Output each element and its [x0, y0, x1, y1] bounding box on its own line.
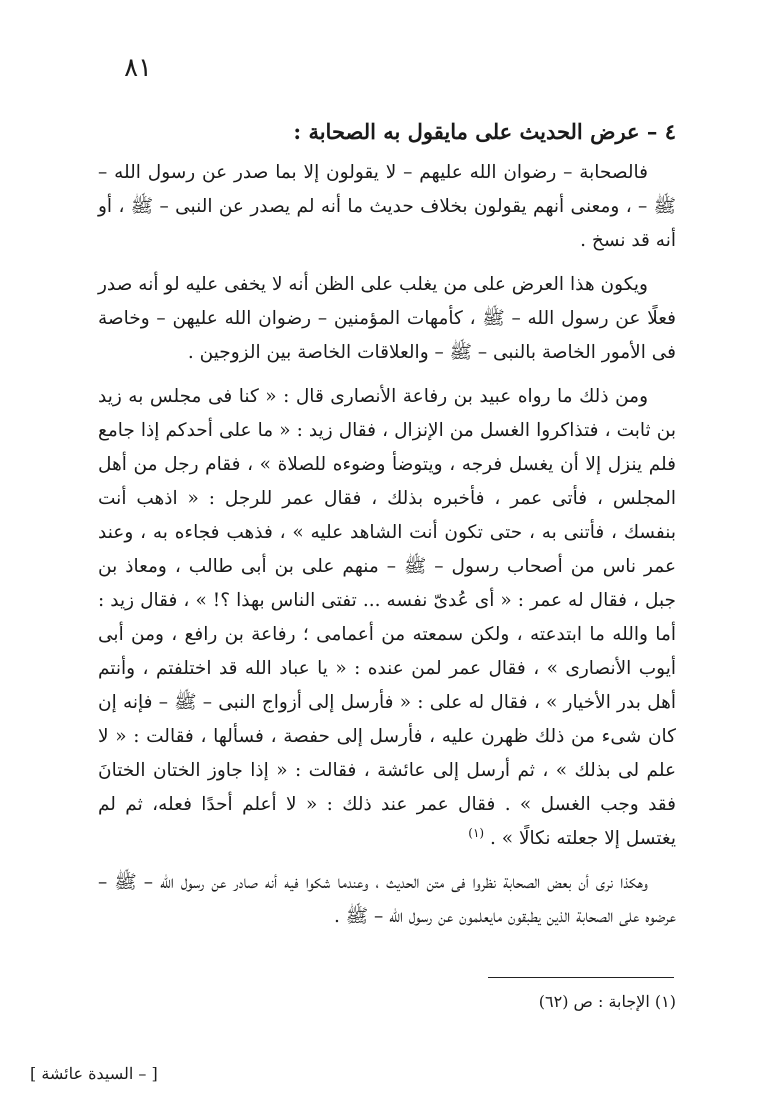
footnote-marker: (١)	[468, 825, 485, 840]
narration-text: ومن ذلك ما رواه عبيد بن رفاعة الأنصارى قال : « كنا فى مجلس به زيد بن ثابت ، فتذاكروا الغسل من الإنزال ، فقال زيد : « ما على أحدكم إذا جامع فلم ينزل إلا أن يغسل فرجه ، ويتوضأ وضوءه للصلاة » ، فقام رجل من أهل المجلس ، فأتى عمر ، فأخبره بذلك ، فقال عمر للرجل : « اذهب أنت بنفسك ، فأتنى به ، حتى تكون أنت الشاهد عليه » ، فذهب فجاءه به ، وعند عمر ناس من أصحاب رسول – ﷺ – منهم على بن أبى طالب ، ومعاذ بن جبل ، فقال له عمر : « أى عُدىّ نفسه ... تفتى الناس بهذا ؟! » ، فقال زيد : أما والله ما ابتدعته ، ولكن سمعته من أعمامى ؛ رفاعة بن رافع ، ومن أبى أيوب الأنصارى » ، فقال عمر لمن عنده : « يا عباد الله قد اختلفتم ، وأنتم أهل بدر الأخيار » ، فقال له على : « فأرسل إلى أزواج النبى – ﷺ – فإنه إن كان شىء من ذلك ظهرن عليه ، فأرسل إلى حفصة ، فسألها ، فقالت : « لا علم لى بذلك » ، ثم أرسل إلى عائشة ، فقالت : « إذا جاوز الختان الختانَ فقد وجب الغسل » . فقال عمر عند ذلك : « لا أعلم أحدًا فعله، ثم لم يغتسل إلا جعلته نكالًا » .	[98, 386, 676, 849]
main-text	[98, 112, 676, 946]
section-heading: ٤ – عرض الحديث على مايقول به الصحابة :	[293, 119, 676, 144]
footnote: (١) الإجابة : ص (٦٢)	[538, 992, 676, 1011]
paragraph-companions: فالصحابة – رضوان الله عليهم – لا يقولون إلا بما صدر عن رسول الله – ﷺ – ، ومعنى أنهم يقولون بخلاف حديث ما أنه لم يصدر عن النبى – ﷺ ، أو أنه قد نسخ .	[98, 162, 676, 251]
footnote-divider	[488, 977, 674, 978]
page-number: ٨١	[124, 53, 152, 83]
paragraph-conclusion: وهكذا نرى أن بعض الصحابة نظروا فى متن الحديث ، وعندما شكوا فيه أنه صادر عن رسول الله – ﷺ – عرضوه على الصحابة الذين يطبقون مايعلمون عن رسول الله – ﷺ .	[98, 872, 676, 927]
paragraph-narration	[98, 380, 676, 856]
paragraph-presentation: ويكون هذا العرض على من يغلب على الظن أنه لا يخفى عليه لو أنه صدر فعلًا عن رسول الله – ﷺ ، كأمهات المؤمنين – رضوان الله عليهن – وخاصة فى الأمور الخاصة بالنبى – ﷺ – والعلاقات الخاصة بين الزوجين .	[98, 274, 676, 363]
running-footer: [ – السيدة عائشة ]	[30, 1064, 158, 1083]
